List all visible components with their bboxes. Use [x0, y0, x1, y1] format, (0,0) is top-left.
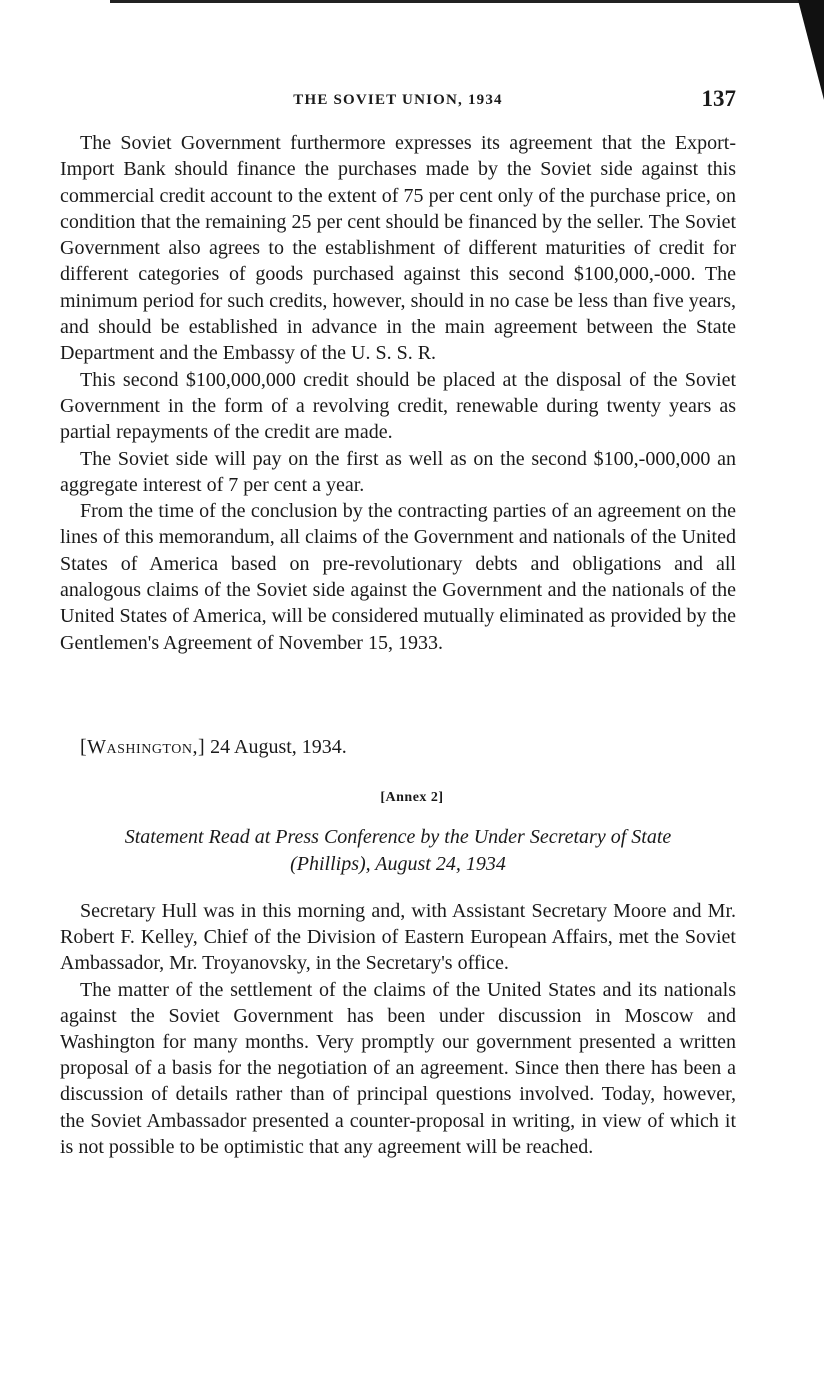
- statement-paragraph: The matter of the settlement of the claims of the United States and its nationals against the Soviet Government has been under discussion in Moscow and Washington for many months. Very promptly our government presented a written proposal of a basis for the negotiation of an agreement. Since then there has been a discussion of details rather than of principal questions involved. Today, however, the Soviet Ambassador presented a counter-proposal in writing, in view of which it is not possible to be optimistic that any agreement will be reached.: [60, 978, 736, 1158]
- corner-scan-mark: [798, 0, 824, 100]
- statement-paragraph: Secretary Hull was in this morning and, with Assistant Secretary Moore and Mr. Robert F. Kelley, Chief of the Division of Eastern European Affairs, met the Soviet Ambassador, Mr. Troyanovsky, in the Secretary's office.: [60, 900, 736, 975]
- statement-heading-line-2: (Phillips), August 24, 1934: [290, 853, 506, 875]
- memorandum-body: [60, 130, 736, 656]
- running-title: THE SOVIET UNION, 1934: [293, 92, 503, 108]
- memorandum-paragraph: From the time of the conclusion by the contracting parties of an agreement on the lines of this memorandum, all claims of the Government and nationals of the United States of America based on pre-revolutionary debts and obligations and all analogous claims of the Soviet side against the Government and the nationals of the United States of America, will be considered mutually eliminated as provided by the Gentlemen's Agreement of November 15, 1933.: [60, 500, 736, 654]
- memorandum-paragraph: The Soviet Government furthermore expresses its agreement that the Export-Import Bank should finance the purchases made by the Soviet side against this commercial credit account to the extent of 75 per cent only of the purchase price, on condition that the remaining 25 per cent should be financed by the seller. The Soviet Government also agrees to the establishment of different maturities of credit for different categories of goods purchased against this second $100,000,-000. The minimum period for such credits, however, should in no case be less than five years, and should be established in advance in the main agreement between the State Department and the Embassy of the U. S. S. R.: [60, 132, 736, 365]
- annex-label: [Annex 2]: [380, 790, 444, 805]
- statement-body: [60, 898, 736, 1160]
- statement-heading-line-1: Statement Read at Press Conference by the Under Secretary of State: [124, 826, 672, 848]
- memorandum-paragraph: The Soviet side will pay on the first as well as on the second $100,-000,000 an aggregate interest of 7 per cent a year.: [60, 447, 736, 496]
- page-number: 137: [701, 86, 736, 111]
- statement-heading: [60, 824, 736, 878]
- memorandum-paragraph: This second $100,000,000 credit should be placed at the disposal of the Soviet Government in the form of a revolving credit, renewable during twenty years as partial repayments of the credit are made.: [60, 368, 736, 444]
- dateline: [80, 736, 347, 759]
- top-scan-rule: [110, 0, 800, 3]
- running-head: [60, 86, 736, 116]
- dateline-place: [Washington,]: [80, 736, 206, 758]
- dateline-date: 24 August, 1934.: [210, 736, 347, 758]
